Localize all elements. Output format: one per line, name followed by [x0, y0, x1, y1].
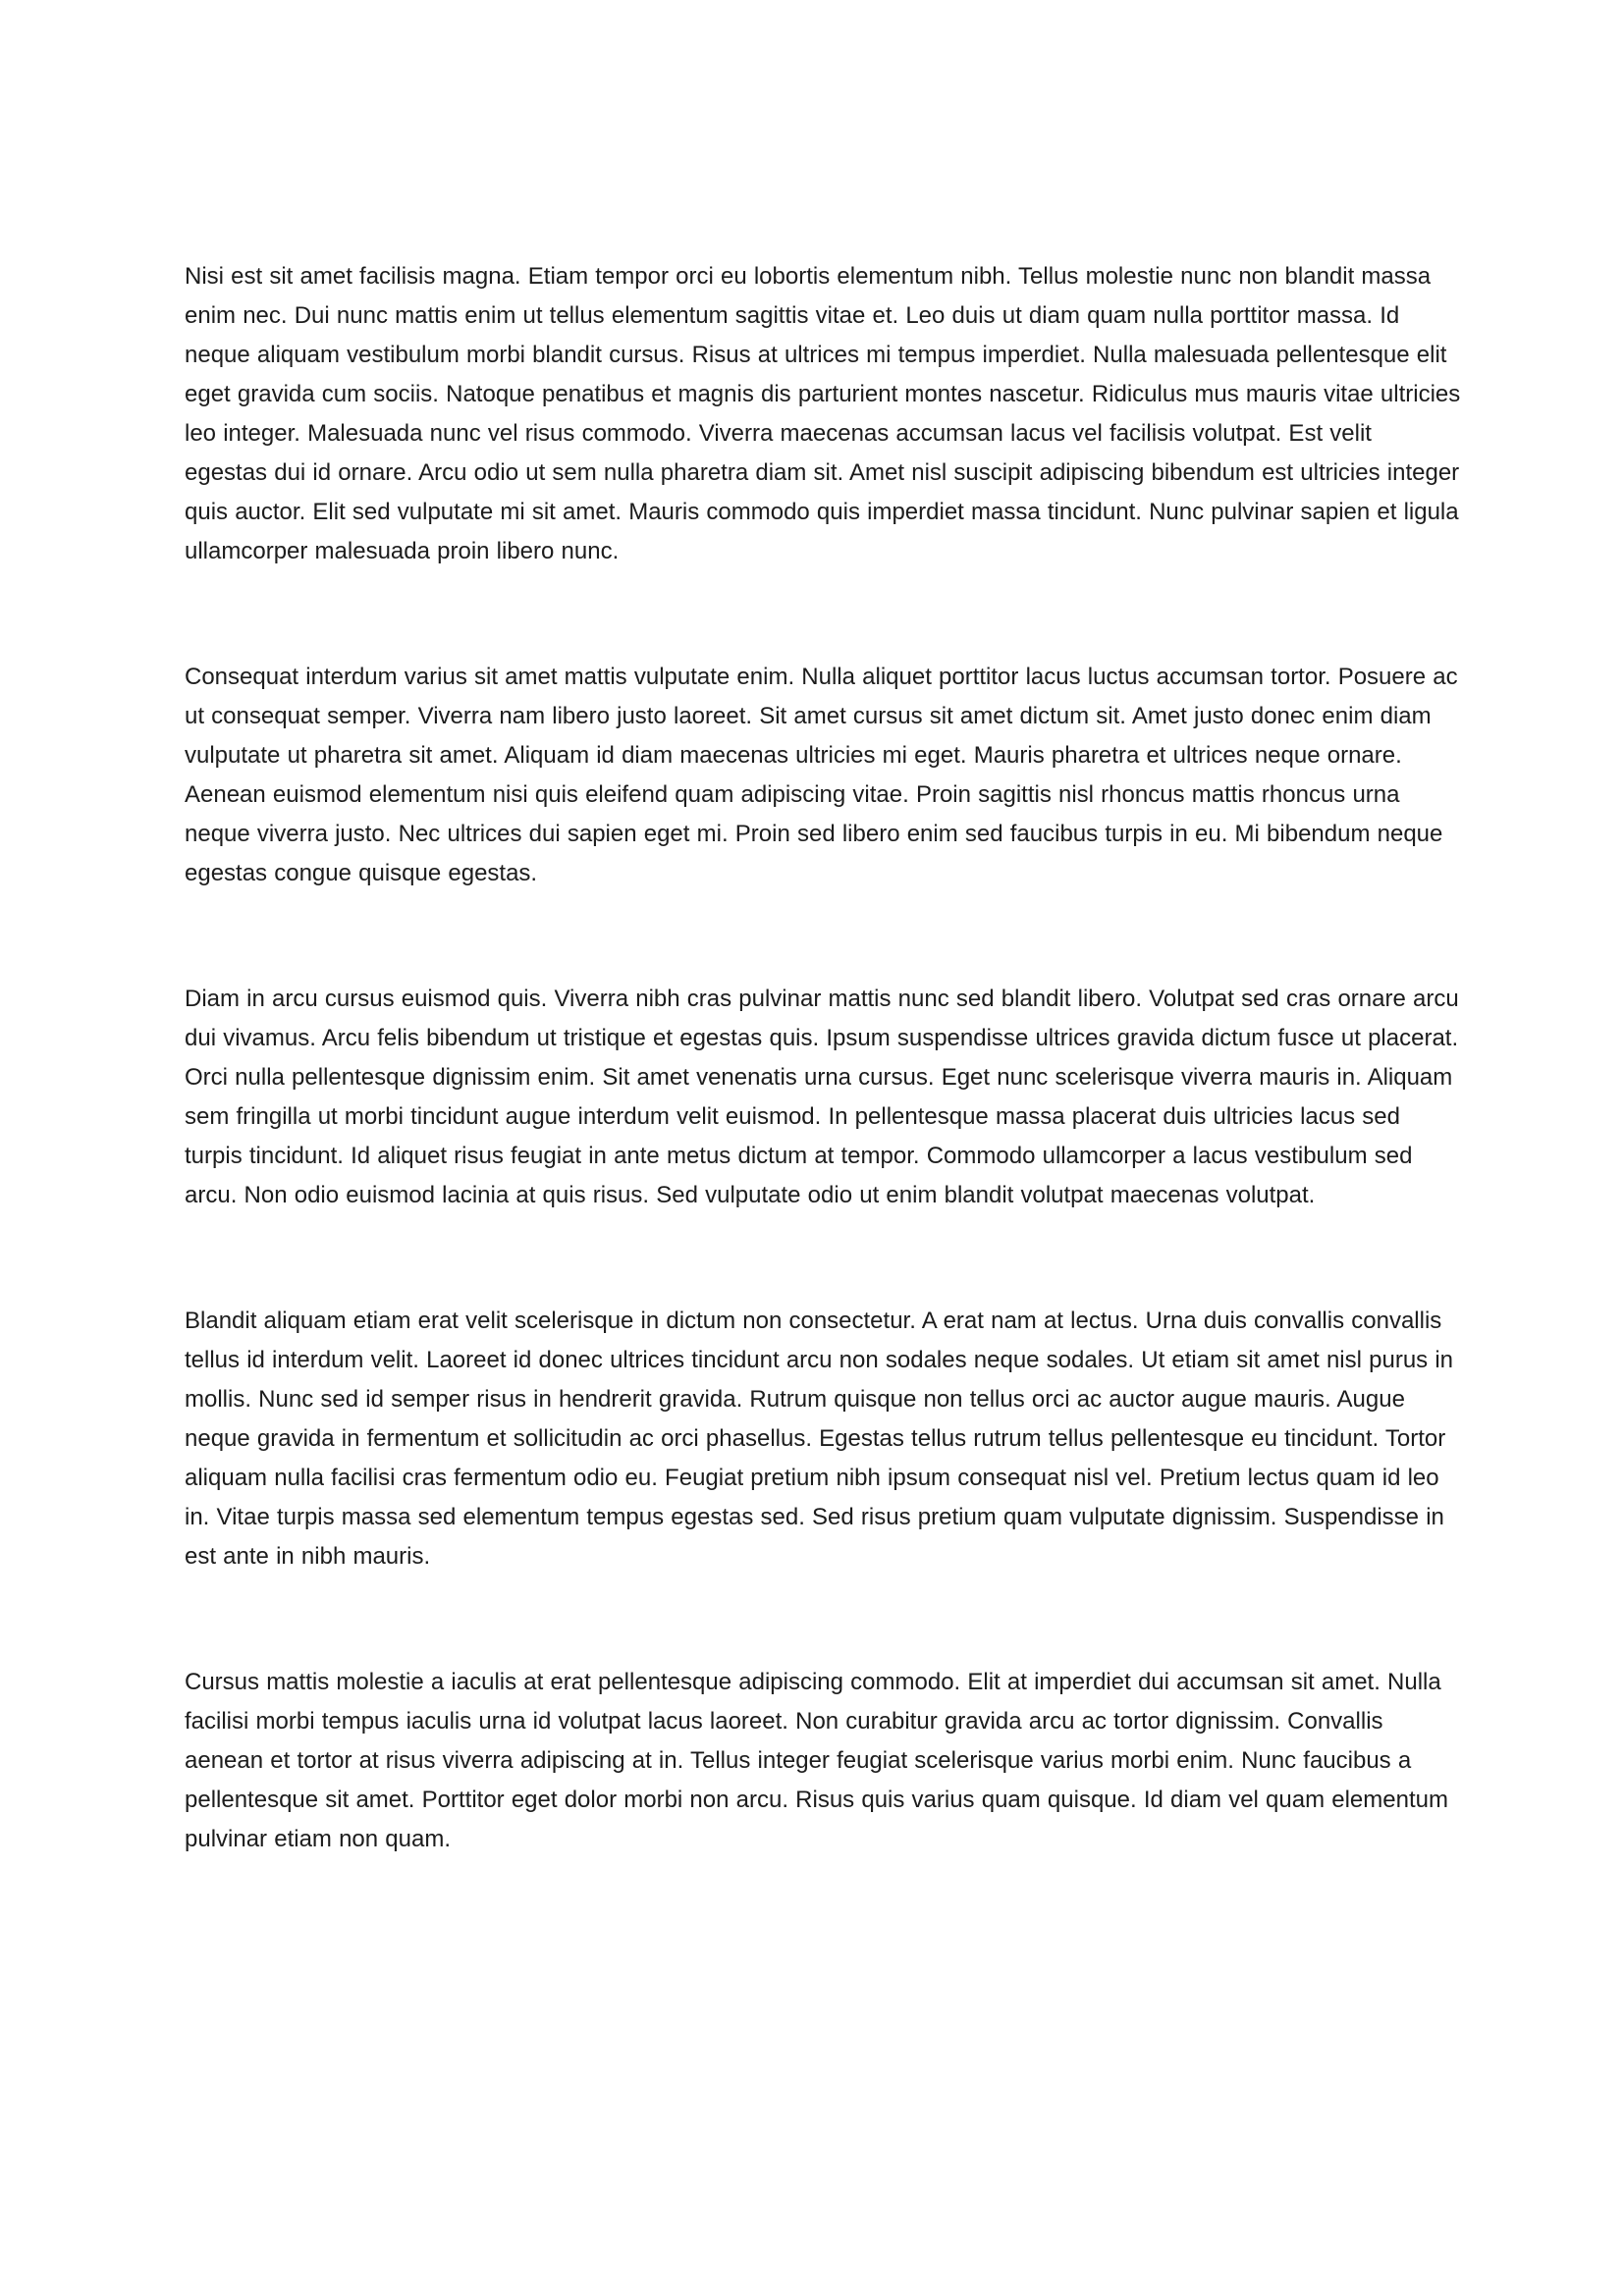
- paragraph-4: Blandit aliquam etiam erat velit scelerisque in dictum non consectetur. A erat nam at lectus. Urna duis convallis convallis tellus id interdum velit. Laoreet id donec ultrices tincidunt arcu non sodales neque sodales. Ut etiam sit amet nisl purus in mollis. Nunc sed id semper risus in hendrerit gravida. Rutrum quisque non tellus orci ac auctor augue mauris. Augue neque gravida in fermentum et sollicitudin ac orci phasellus. Egestas tellus rutrum tellus pellentesque eu tincidunt. Tortor aliquam nulla facilisi cras fermentum odio eu. Feugiat pretium nibh ipsum consequat nisl vel. Pretium lectus quam id leo in. Vitae turpis massa sed elementum tempus egestas sed. Sed risus pretium quam vulputate dignissim. Suspendisse in est ante in nibh mauris.: [185, 1308, 1454, 1570]
- paragraph-1: Nisi est sit amet facilisis magna. Etiam tempor orci eu lobortis elementum nibh. Tellus molestie nunc non blandit massa enim nec. Dui nunc mattis enim ut tellus elementum sagittis vitae et. Leo duis ut diam quam nulla porttitor massa. Id neque aliquam vestibulum morbi blandit cursus. Risus at ultrices mi tempus imperdiet. Nulla malesuada pellentesque elit eget gravida cum sociis. Natoque penatibus et magnis dis parturient montes nascetur. Ridiculus mus mauris vitae ultricies leo integer. Malesuada nunc vel risus commodo. Viverra maecenas accumsan lacus vel facilisis volutpat. Est velit egestas dui id ornare. Arcu odio ut sem nulla pharetra diam sit. Amet nisl suscipit adipiscing bibendum est ultricies integer quis auctor. Elit sed vulputate mi sit amet. Mauris commodo quis imperdiet massa tincidunt. Nunc pulvinar sapien et ligula ullamcorper malesuada proin libero nunc.: [185, 263, 1461, 564]
- paragraph-3: Diam in arcu cursus euismod quis. Viverra nibh cras pulvinar mattis nunc sed blandit libero. Volutpat sed cras ornare arcu dui vivamus. Arcu felis bibendum ut tristique et egestas quis. Ipsum suspendisse ultrices gravida dictum fusce ut placerat. Orci nulla pellentesque dignissim enim. Sit amet venenatis urna cursus. Eget nunc scelerisque viverra mauris in. Aliquam sem fringilla ut morbi tincidunt augue interdum velit euismod. In pellentesque massa placerat duis ultricies lacus sed turpis tincidunt. Id aliquet risus feugiat in ante metus dictum at tempor. Commodo ullamcorper a lacus vestibulum sed arcu. Non odio euismod lacinia at quis risus. Sed vulputate odio ut enim blandit volutpat maecenas volutpat.: [185, 986, 1459, 1208]
- paragraph-5: Cursus mattis molestie a iaculis at erat pellentesque adipiscing commodo. Elit at imperdiet dui accumsan sit amet. Nulla facilisi morbi tempus iaculis urna id volutpat lacus laoreet. Non curabitur gravida arcu ac tortor dignissim. Convallis aenean et tortor at risus viverra adipiscing at in. Tellus integer feugiat scelerisque varius morbi enim. Nunc faucibus a pellentesque sit amet. Porttitor eget dolor morbi non arcu. Risus quis varius quam quisque. Id diam vel quam elementum pulvinar etiam non quam.: [185, 1669, 1448, 1852]
- paragraph-2: Consequat interdum varius sit amet mattis vulputate enim. Nulla aliquet porttitor lacus luctus accumsan tortor. Posuere ac ut consequat semper. Viverra nam libero justo laoreet. Sit amet cursus sit amet dictum sit. Amet justo donec enim diam vulputate ut pharetra sit amet. Aliquam id diam maecenas ultricies mi eget. Mauris pharetra et ultrices neque ornare. Aenean euismod elementum nisi quis eleifend quam adipiscing vitae. Proin sagittis nisl rhoncus mattis rhoncus urna neque viverra justo. Nec ultrices dui sapien eget mi. Proin sed libero enim sed faucibus turpis in eu. Mi bibendum neque egestas congue quisque egestas.: [185, 664, 1458, 886]
